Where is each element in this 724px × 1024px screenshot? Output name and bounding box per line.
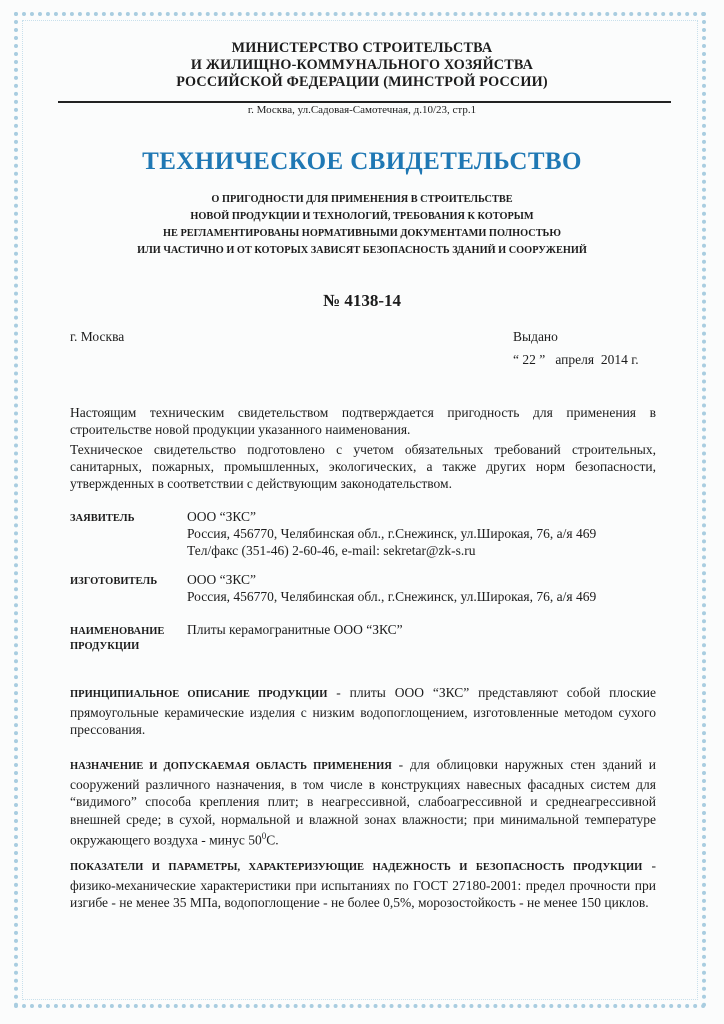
certificate-number: № 4138-14 [323,291,401,310]
section-heading: НАЗНАЧЕНИЕ И ДОПУСКАЕМАЯ ОБЛАСТЬ ПРИМЕНЕНИЯ [70,761,392,772]
product-description [70,684,656,739]
subtitle-line: НОВОЙ ПРОДУКЦИИ И ТЕХНОЛОГИЙ, ТРЕБОВАНИЯ К КОТОРЫМ [190,211,534,222]
ministry-line: РОССИЙСКОЙ ФЕДЕРАЦИИ (МИНСТРОЙ РОССИИ) [176,74,548,90]
manufacturer-label: ИЗГОТОВИТЕЛЬ [70,576,158,587]
intro-paragraph: Настоящим техническим свидетельством подтверждается пригодность для применения в строительстве новой продукции указанного наименования. [70,405,656,437]
manufacturer-name: ООО “ЗКС” [187,572,257,587]
applicant-address: Россия, 456770, Челябинская обл., г.Снежинск, ул.Широкая, 76, а/я 469 [187,526,597,541]
ministry-header [0,40,724,91]
product-label-line: ПРОДУКЦИИ [70,641,140,652]
applicant-contacts: Тел/факс (351-46) 2-60-46, e-mail: sekretar@zk-s.ru [187,543,476,558]
applicant-name: ООО “ЗКС” [187,509,257,524]
manufacturer-address: Россия, 456770, Челябинская обл., г.Снежинск, ул.Широкая, 76, а/я 469 [187,589,597,604]
document-subtitle [0,191,724,259]
section-heading: ПРИНЦИПИАЛЬНОЕ ОПИСАНИЕ ПРОДУКЦИИ [70,689,328,700]
section-text-end: С. [266,832,279,848]
issue-date: “ 22 ” апреля 2014 г. [513,352,639,367]
section-text: - для облицовки наружных стен зданий и сооружений различного назначения, в том числе в конструкциях навесных фасадных систем для “видимого” способа крепления плит; в неагрессивной, слабоагрессивной и среднеагрессивной внешней среде; в сухой, нормальной и влажной зонах влажности; при минимальной температуре окружающего воздуха - минус 50 [70,757,656,848]
document-title: ТЕХНИЧЕСКОЕ СВИДЕТЕЛЬСТВО [142,148,582,175]
subtitle-line: НЕ РЕГЛАМЕНТИРОВАНЫ НОРМАТИВНЫМИ ДОКУМЕНТАМИ ПОЛНОСТЬЮ [163,228,561,239]
product-label [70,624,164,654]
product-parameters [70,857,656,912]
degree-mark: 0 [261,831,267,841]
basis-paragraph: Техническое свидетельство подготовлено с учетом обязательных требований строительных, санитарных, пожарных, промышленных, экологических, а также других норм безопасности, утвержденных в соответствии с действующим законодательством. [70,442,656,491]
section-text: - физико-механические характеристики при испытаниях по ГОСТ 27180-2001: предел прочности при изгибе - не менее 35 МПа, водопоглощение - не более 0,5%, морозостойкость - не менее 150 циклов. [70,858,656,910]
product-purpose [70,756,656,849]
subtitle-line: ИЛИ ЧАСТИЧНО И ОТ КОТОРЫХ ЗАВИСЯТ БЕЗОПАСНОСТЬ ЗДАНИЙ И СООРУЖЕНИЙ [137,245,587,256]
issue-city: г. Москва [70,329,125,344]
issued-label: Выдано [513,329,558,344]
applicant-label: ЗАЯВИТЕЛЬ [70,513,135,524]
section-heading: ПОКАЗАТЕЛИ И ПАРАМЕТРЫ, ХАРАКТЕРИЗУЮЩИЕ НАДЕЖНОСТЬ И БЕЗОПАСНОСТЬ ПРОДУКЦИИ [70,862,643,873]
subtitle-line: О ПРИГОДНОСТИ ДЛЯ ПРИМЕНЕНИЯ В СТРОИТЕЛЬСТВЕ [211,194,513,205]
section-text: - плиты ООО “ЗКС” представляют собой плоские прямоугольные керамические изделия с низким водопоглощением, изготовленные методом сухого прессования. [70,685,656,737]
ministry-line: И ЖИЛИЩНО-КОММУНАЛЬНОГО ХОЗЯЙСТВА [190,57,534,73]
ministry-line: МИНИСТЕРСТВО СТРОИТЕЛЬСТВА [231,40,493,56]
product-name: Плиты керамогранитные ООО “ЗКС” [187,622,403,637]
ministry-address: г. Москва, ул.Садовая-Самотечная, д.10/23, стр.1 [247,104,477,116]
product-label-line: НАИМЕНОВАНИЕ [70,626,165,637]
header-divider [58,101,671,103]
